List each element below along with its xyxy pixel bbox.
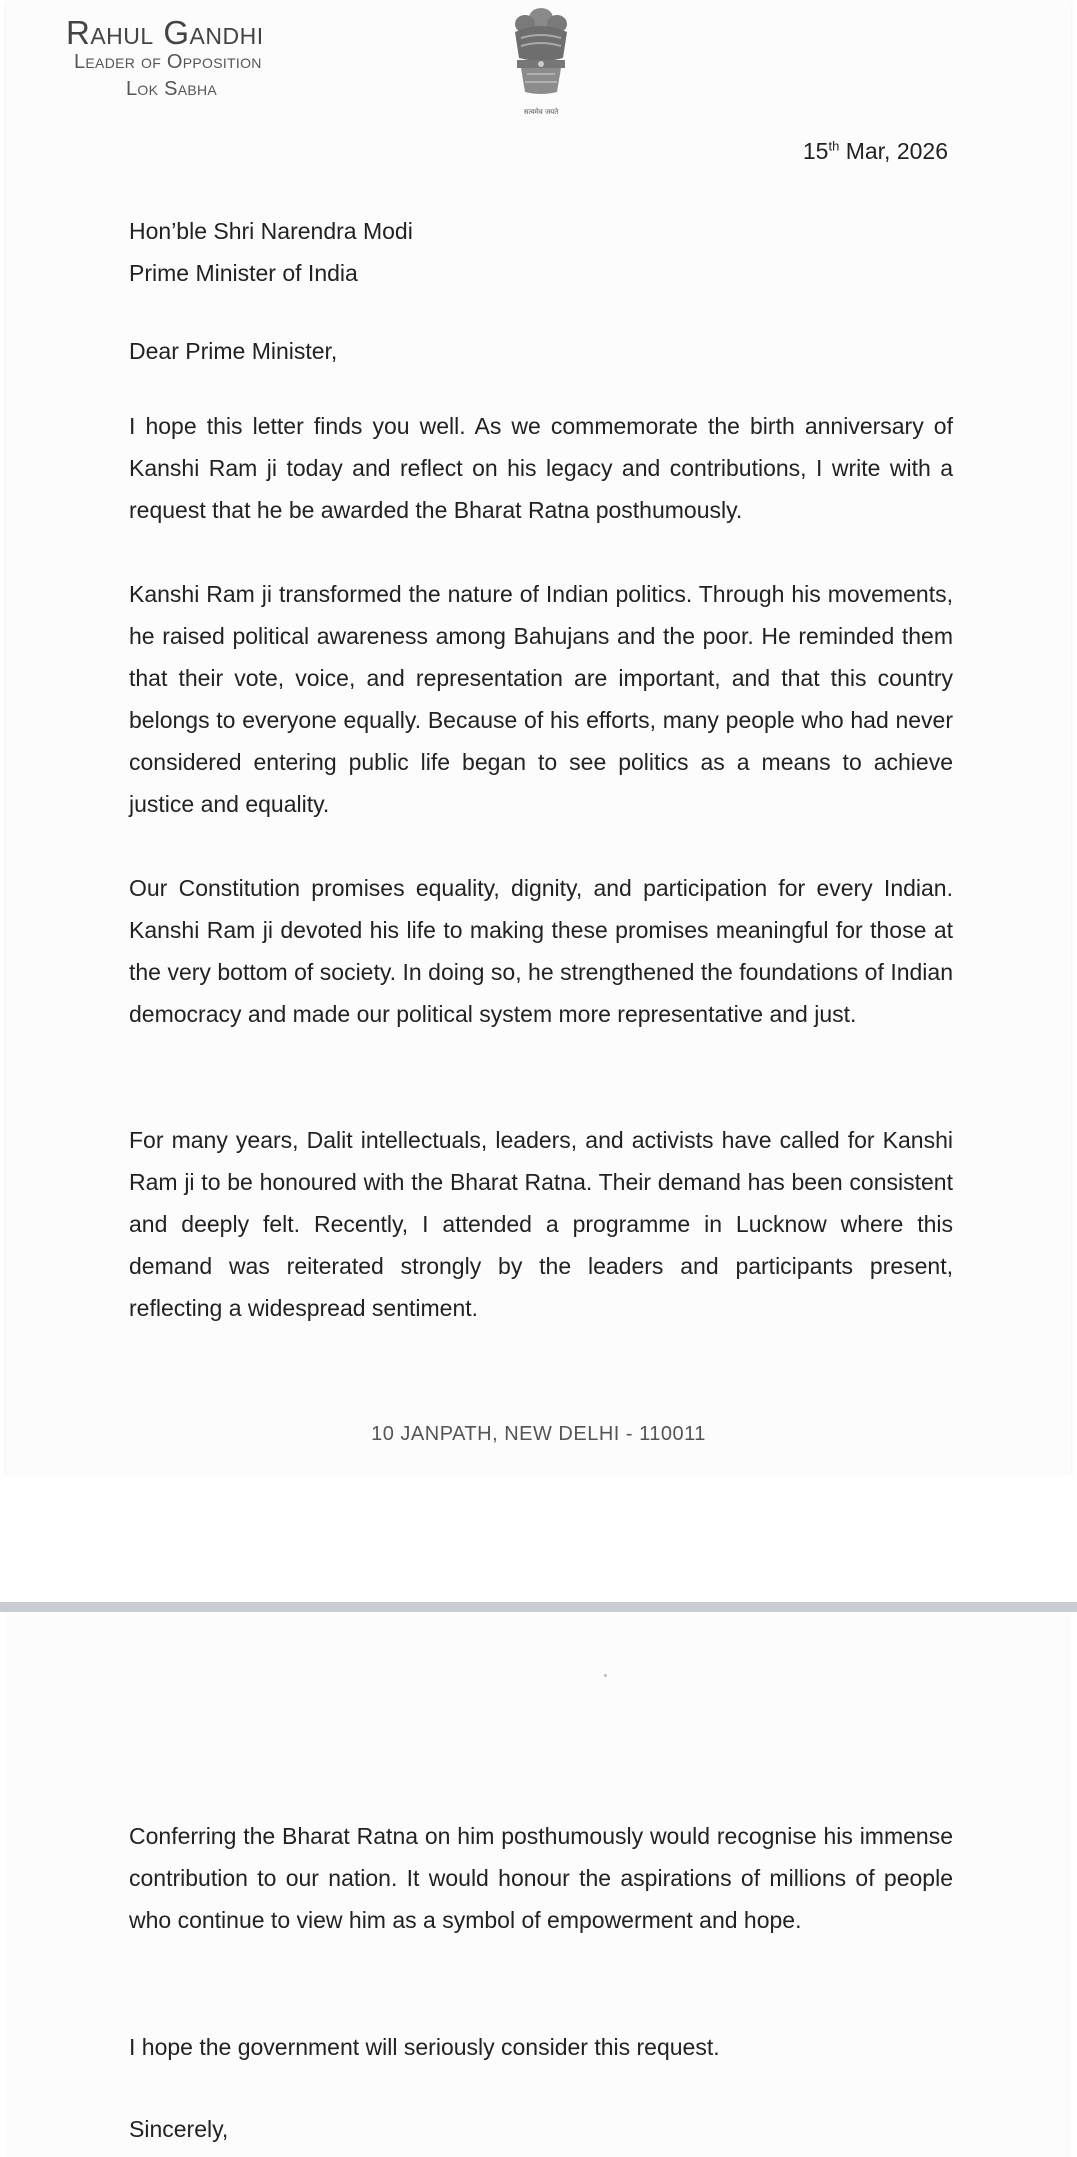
- date-suffix: th: [828, 138, 840, 154]
- paragraph-3: Our Constitution promises equality, dignity, and participation for every Indian. Kanshi Ram ji devoted his life to making these promises meaningful for those at the very bottom of society. In doing so, he strengthened the foundations of Indian democracy and made our political system more representative and just.: [129, 875, 953, 1027]
- page-mark: [604, 1674, 607, 1677]
- letter-date: [803, 138, 948, 165]
- page2-paragraph-1: Conferring the Bharat Ratna on him posthumously would recognise his immense contribution to our nation. It would honour the aspirations of millions of people who continue to view him as a symbol of empowerment and hope.: [129, 1823, 953, 1933]
- letterhead-title: Leader of Opposition: [74, 51, 262, 73]
- closing: Sincerely,: [129, 2116, 229, 2142]
- page2-paragraph-2: I hope the government will seriously consider this request.: [129, 2034, 720, 2060]
- emblem-caption: सत्यमेव जयते: [523, 108, 559, 116]
- letter-page-1: [6, 0, 1071, 1476]
- paragraph-1: I hope this letter finds you well. As we commemorate the birth anniversary of Kanshi Ram ji today and reflect on his legacy and contributions, I write with a request that he be awarded the Bharat Ratna posthumously.: [129, 413, 953, 523]
- date-rest: Mar, 2026: [839, 138, 948, 164]
- page-separator: [0, 1602, 1077, 1612]
- letterhead-name: Rahul Gandhi: [66, 14, 264, 51]
- recipient-line-2: Prime Minister of India: [129, 260, 358, 286]
- salutation: Dear Prime Minister,: [129, 338, 338, 364]
- recipient-line-1: Hon’ble Shri Narendra Modi: [129, 218, 413, 244]
- date-day: 15: [802, 138, 829, 164]
- paragraph-4: For many years, Dalit intellectuals, leaders, and activists have called for Kanshi Ram ji to be honoured with the Bharat Ratna. Their demand has been consistent and deeply felt. Recently, I attended a programme in Lucknow where this demand was reiterated strongly by the leaders and participants present, reflecting a widespread sentiment.: [129, 1127, 953, 1321]
- national-emblem-icon: [501, 2, 581, 120]
- page-gap: [0, 1476, 1077, 1602]
- paragraph-2: Kanshi Ram ji transformed the nature of Indian politics. Through his movements, he raised political awareness among Bahujans and the poor. He reminded them that their vote, voice, and representation are important, and that this country belongs to everyone equally. Because of his efforts, many people who had never considered entering public life began to see politics as a means to achieve justice and equality.: [129, 581, 953, 817]
- letter-footer-address: 10 JANPATH, NEW DELHI - 110011: [371, 1423, 706, 1445]
- letter-page-2: [6, 1612, 1071, 2157]
- letterhead-house: Lok Sabha: [126, 78, 218, 100]
